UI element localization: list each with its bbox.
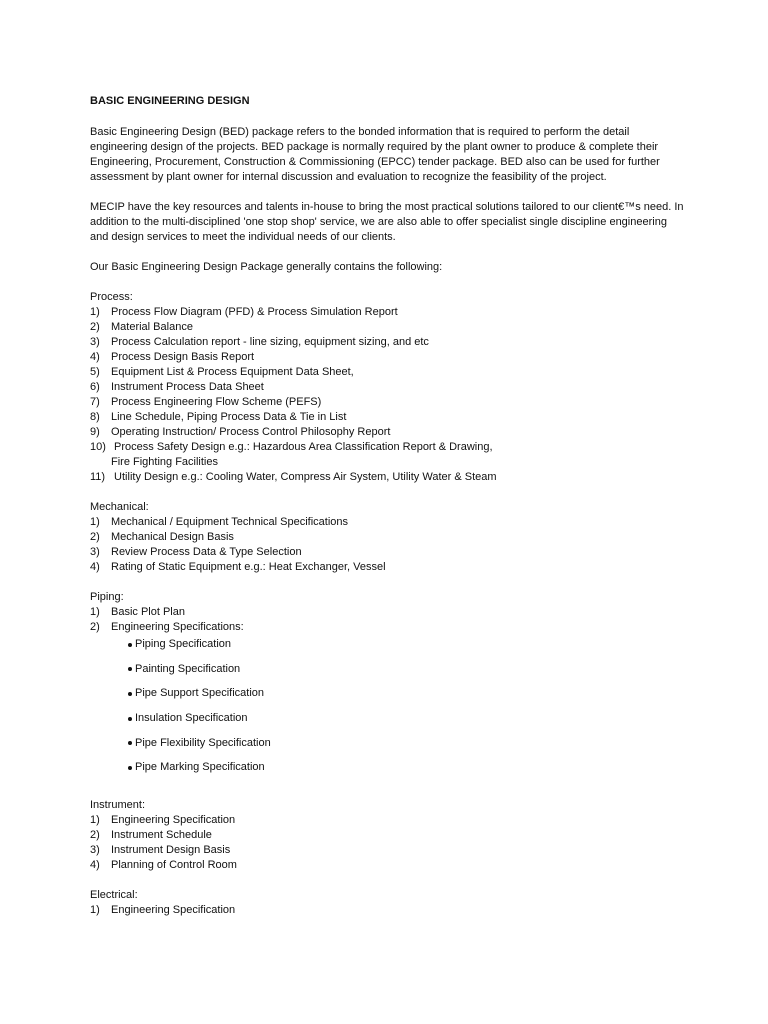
bullet-icon bbox=[128, 692, 132, 696]
item-continuation: Fire Fighting Facilities bbox=[111, 456, 218, 468]
list-item bbox=[90, 843, 730, 858]
bullet-item bbox=[128, 760, 730, 775]
document-body bbox=[90, 94, 730, 918]
paragraph-line: Engineering, Procurement, Construction & Commissioning (EPCC) tender package. BED also can be used for further bbox=[90, 156, 660, 168]
bullet-text: Pipe Flexibility Specification bbox=[135, 736, 271, 749]
list-item bbox=[90, 530, 730, 545]
item-text: Rating of Static Equipment e.g.: Heat Exchanger, Vessel bbox=[111, 561, 386, 573]
item-text: Instrument Schedule bbox=[111, 829, 212, 842]
item-number: 11) bbox=[90, 471, 106, 483]
process-list bbox=[90, 305, 730, 485]
bullet-item bbox=[128, 637, 730, 652]
item-text: Utility Design e.g.: Cooling Water, Compress Air System, Utility Water & Steam bbox=[111, 471, 497, 483]
bullet-icon bbox=[128, 667, 132, 671]
item-text: Material Balance bbox=[111, 321, 193, 333]
item-number: 9) bbox=[90, 426, 100, 438]
item-number: 4) bbox=[90, 561, 100, 573]
bullet-icon bbox=[128, 766, 132, 770]
item-text: Operating Instruction/ Process Control Philosophy Report bbox=[111, 426, 391, 438]
item-number: 1) bbox=[90, 606, 100, 618]
bullet-text: Painting Specification bbox=[135, 662, 241, 675]
process-heading: Process: bbox=[90, 291, 133, 303]
item-text: Engineering Specification bbox=[111, 904, 236, 917]
list-item bbox=[90, 828, 730, 843]
list-item bbox=[90, 560, 730, 575]
bullet-item bbox=[128, 736, 730, 751]
package-intro: Our Basic Engineering Design Package generally contains the following: bbox=[90, 261, 443, 273]
list-item bbox=[90, 350, 730, 365]
list-item bbox=[90, 305, 730, 320]
document-title: BASIC ENGINEERING DESIGN bbox=[90, 95, 250, 107]
list-item bbox=[90, 813, 730, 828]
bullet-text: Piping Specification bbox=[135, 638, 232, 650]
instrument-list bbox=[90, 813, 730, 873]
bullet-item bbox=[128, 686, 730, 701]
item-number: 5) bbox=[90, 366, 100, 378]
item-number: 4) bbox=[90, 859, 100, 872]
item-text: Process Safety Design e.g.: Hazardous Area Classification Report & Drawing, bbox=[111, 441, 493, 453]
item-number: 4) bbox=[90, 351, 100, 363]
paragraph-line: Basic Engineering Design (BED) package refers to the bonded information that is required to perform the detail bbox=[90, 126, 630, 138]
item-number: 2) bbox=[90, 829, 100, 842]
item-text: Engineering Specification bbox=[111, 814, 236, 827]
bullet-text: Pipe Marking Specification bbox=[135, 761, 265, 774]
bullet-text: Insulation Specification bbox=[135, 712, 248, 725]
item-text: Basic Plot Plan bbox=[111, 606, 185, 618]
list-item bbox=[90, 515, 730, 530]
intro-paragraph bbox=[90, 125, 730, 185]
list-item bbox=[90, 380, 730, 395]
bullet-icon bbox=[128, 741, 132, 745]
item-number: 1) bbox=[90, 904, 100, 917]
item-text: Process Flow Diagram (PFD) & Process Simulation Report bbox=[111, 306, 398, 318]
list-item bbox=[90, 545, 730, 560]
item-number: 2) bbox=[90, 531, 100, 543]
list-item bbox=[90, 395, 730, 410]
piping-heading: Piping: bbox=[90, 591, 124, 603]
item-number: 3) bbox=[90, 336, 100, 348]
item-text: Process Engineering Flow Scheme (PEFS) bbox=[111, 396, 322, 408]
bullet-item bbox=[128, 711, 730, 726]
item-number: 8) bbox=[90, 411, 100, 423]
item-number: 1) bbox=[90, 814, 100, 827]
list-item bbox=[90, 470, 730, 485]
piping-specifications-list bbox=[90, 637, 730, 775]
item-number: 10) bbox=[90, 441, 106, 453]
item-number: 7) bbox=[90, 396, 100, 408]
list-item bbox=[90, 335, 730, 350]
item-number: 1) bbox=[90, 516, 100, 528]
paragraph-line: addition to the multi-disciplined 'one stop shop' service, we are also able to offer specialist single discipline engineering bbox=[90, 216, 667, 228]
list-item bbox=[90, 620, 730, 635]
item-text: Mechanical / Equipment Technical Specifications bbox=[111, 516, 349, 528]
item-text: Line Schedule, Piping Process Data & Tie in List bbox=[111, 411, 347, 423]
paragraph-line: MECIP have the key resources and talents in-house to bring the most practical solutions tailored to our client€™s need. In bbox=[90, 201, 684, 213]
item-text: Equipment List & Process Equipment Data Sheet, bbox=[111, 366, 354, 378]
item-text: Process Design Basis Report bbox=[111, 351, 255, 363]
bullet-item bbox=[128, 662, 730, 677]
bullet-icon bbox=[128, 717, 132, 721]
piping-list bbox=[90, 605, 730, 635]
item-number: 1) bbox=[90, 306, 100, 318]
paragraph-line: assessment by plant owner for internal discussion and evaluation to recognize the feasibility of the project. bbox=[90, 171, 607, 183]
item-text: Mechanical Design Basis bbox=[111, 531, 234, 543]
bullet-text: Pipe Support Specification bbox=[135, 687, 265, 700]
mechanical-list bbox=[90, 515, 730, 575]
instrument-heading: Instrument: bbox=[90, 799, 146, 812]
item-number: 2) bbox=[90, 621, 100, 633]
item-text: Planning of Control Room bbox=[111, 859, 237, 872]
list-item bbox=[90, 440, 730, 470]
company-paragraph bbox=[90, 200, 730, 245]
item-text: Review Process Data & Type Selection bbox=[111, 546, 302, 558]
electrical-list bbox=[90, 903, 730, 918]
list-item bbox=[90, 365, 730, 380]
item-number: 2) bbox=[90, 321, 100, 333]
list-item bbox=[90, 425, 730, 440]
item-number: 3) bbox=[90, 546, 100, 558]
list-item bbox=[90, 320, 730, 335]
item-text: Instrument Process Data Sheet bbox=[111, 381, 264, 393]
electrical-heading: Electrical: bbox=[90, 889, 138, 902]
list-item bbox=[90, 858, 730, 873]
paragraph-line: and design services to meet the individual needs of our clients. bbox=[90, 231, 396, 243]
mechanical-heading: Mechanical: bbox=[90, 501, 149, 513]
bullet-icon bbox=[128, 643, 132, 647]
item-number: 3) bbox=[90, 844, 100, 857]
list-item bbox=[90, 903, 730, 918]
item-text: Engineering Specifications: bbox=[111, 621, 244, 633]
item-number: 6) bbox=[90, 381, 100, 393]
list-item bbox=[90, 410, 730, 425]
list-item bbox=[90, 605, 730, 620]
item-text: Instrument Design Basis bbox=[111, 844, 231, 857]
item-text: Process Calculation report - line sizing, equipment sizing, and etc bbox=[111, 336, 429, 348]
paragraph-line: engineering design of the projects. BED package is normally required by the plant owner to produce & complete their bbox=[90, 141, 659, 153]
